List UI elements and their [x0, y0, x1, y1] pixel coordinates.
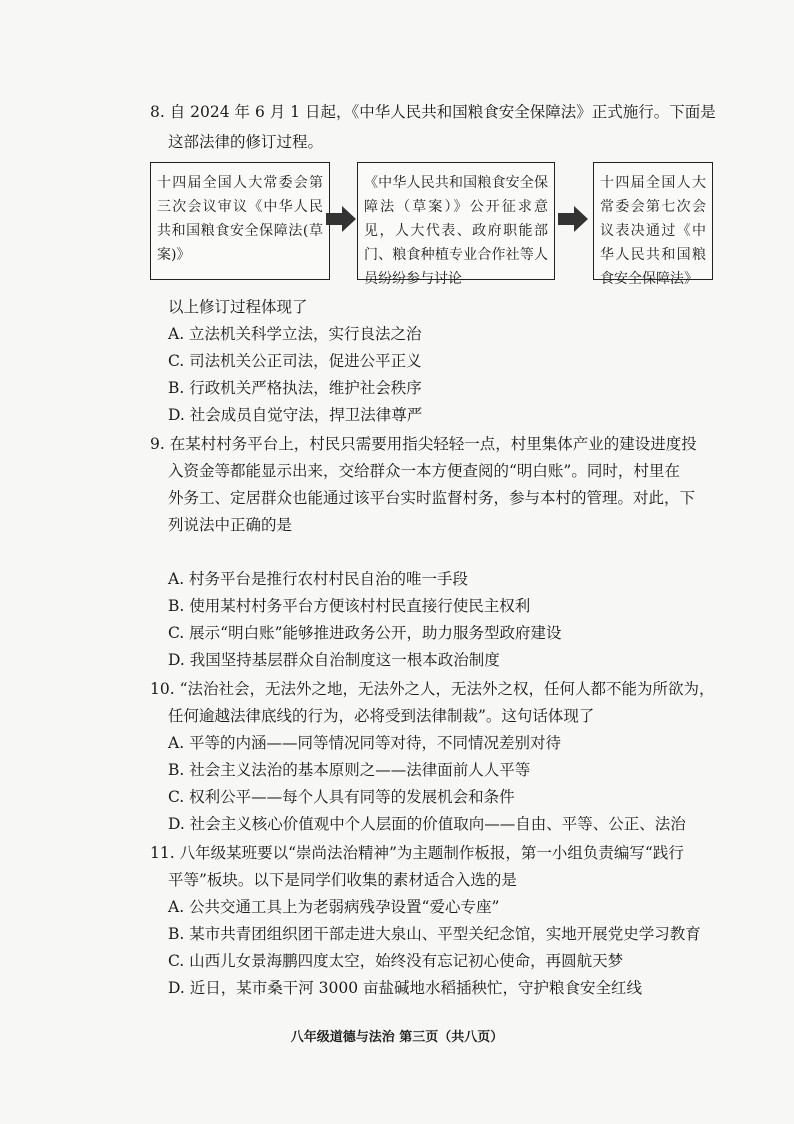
q9-option-c[interactable]: C. 展示“明白账”能够推进政务公开，助力服务型政府建设	[168, 624, 562, 642]
q11-option-c[interactable]: C. 山西儿女景海鹏四度太空，始终没有忘记初心使命，再圆航天梦	[168, 952, 624, 970]
q9-option-a[interactable]: A. 村务平台是推行农村村民自治的唯一手段	[168, 570, 469, 588]
q9-option-d[interactable]: D. 我国坚持基层群众自治制度这一根本政治制度	[168, 651, 500, 669]
q9-stem-line4: 列说法中正确的是	[168, 516, 293, 534]
q8-stem-line2: 这部法律的修订过程。	[168, 133, 324, 151]
q10-option-d[interactable]: D. 社会主义核心价值观中个人层面的价值取向——自由、平等、公正、法治	[168, 815, 686, 833]
q10-option-b[interactable]: B. 社会主义法治的基本原则之——法律面前人人平等	[168, 761, 531, 779]
q10-option-c[interactable]: C. 权利公平——每个人具有同等的发展机会和条件	[168, 788, 515, 806]
q9-option-b[interactable]: B. 使用某村村务平台方便该村村民直接行使民主权利	[168, 597, 531, 615]
flow-box-passed: 十四届全国人大常委会第七次会议表决通过《中华人民共和国粮食安全保障法》	[593, 162, 713, 280]
q8-option-d[interactable]: D. 社会成员自觉守法，捍卫法律尊严	[168, 406, 423, 424]
flow-box-public-comment: 《中华人民共和国粮食安全保障法（草案）》公开征求意见，人大代表、政府职能部门、粮食种植专业合作社等人员纷纷参与讨论	[357, 162, 555, 280]
q8-flowchart	[150, 162, 710, 288]
q8-option-c[interactable]: C. 司法机关公正司法，促进公平正义	[168, 352, 422, 370]
q11-stem-line2: 平等”板块。以下是同学们收集的素材适合入选的是	[168, 871, 517, 889]
page-footer: 八年级道德与法治 第三页（共八页）	[290, 1030, 504, 1045]
q8-lead: 以上修订过程体现了	[168, 298, 308, 316]
q11-option-b[interactable]: B. 某市共青团组织团干部走进大泉山、平型关纪念馆，实地开展党史学习教育	[168, 925, 701, 943]
q11-option-d[interactable]: D. 近日，某市桑干河 3000 亩盐碱地水稻插秧忙，守护粮食安全红线	[168, 979, 643, 997]
flow-arrow-icon	[326, 206, 356, 232]
q11-stem-line1: 11. 八年级某班要以“崇尚法治精神”为主题制作板报，第一小组负责编写“践行	[150, 844, 684, 862]
q9-stem-line1: 9. 在某村村务平台上，村民只需要用指尖轻轻一点，村里集体产业的建设进度投	[150, 435, 697, 453]
flow-box-review: 十四届全国人大常委会第三次会议审议《中华人民共和国粮食安全保障法(草案)》	[150, 162, 330, 280]
q8-option-a[interactable]: A. 立法机关科学立法，实行良法之治	[168, 325, 422, 343]
q8-option-b[interactable]: B. 行政机关严格执法，维护社会秩序	[168, 379, 422, 397]
q9-stem-line2: 入资金等都能显示出来，交给群众一本方便查阅的“明白账”。同时，村里在	[168, 462, 680, 480]
flow-arrow-icon	[558, 206, 588, 232]
q10-option-a[interactable]: A. 平等的内涵——同等情况同等对待，不同情况差别对待	[168, 734, 562, 752]
q10-stem-line1: 10. “法治社会，无法外之地，无法外之人，无法外之权，任何人都不能为所欲为，	[150, 680, 715, 698]
q8-stem-line1: 8. 自 2024 年 6 月 1 日起，《中华人民共和国粮食安全保障法》正式施行。下面是	[150, 103, 716, 121]
q9-stem-line3: 外务工、定居群众也能通过该平台实时监督村务，参与本村的管理。对此，下	[168, 489, 696, 507]
q10-stem-line2: 任何逾越法律底线的行为，必将受到法律制裁”。这句话体现了	[168, 707, 595, 725]
q11-option-a[interactable]: A. 公共交通工具上为老弱病残孕设置“爱心专座”	[168, 898, 500, 916]
